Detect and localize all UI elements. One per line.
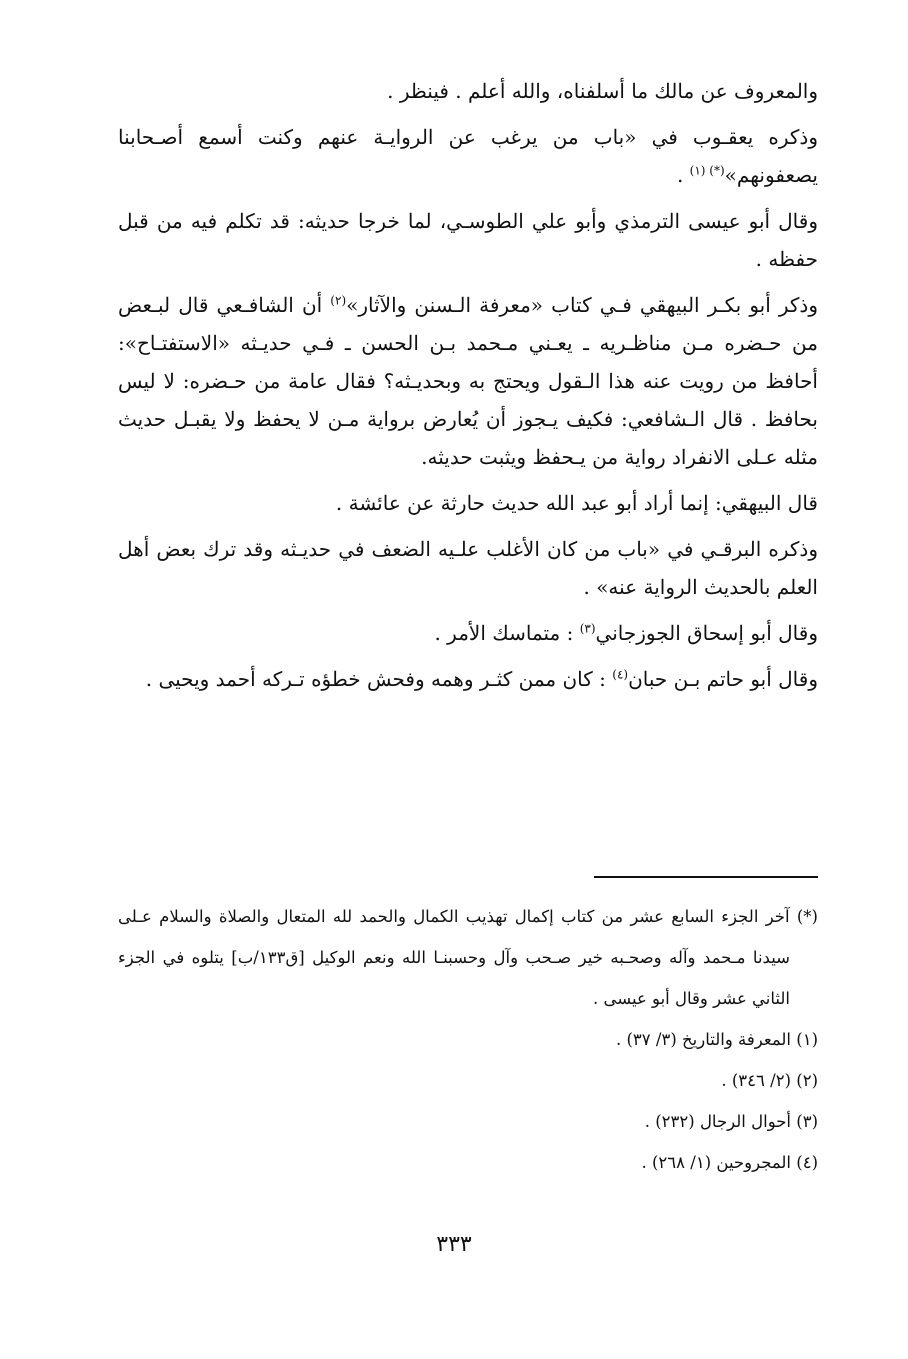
paragraph-text: وقال أبو عيسى الترمذي وأبو علي الطوسـي، لما خرجا حديثه: قد تكلم فيه من قبل حفظه . [118, 209, 818, 271]
paragraph-8 [118, 660, 818, 698]
paragraph-text: وذكره يعقـوب في «باب من يرغب عن الروايـة عنهم وكنت أسمع أصـحابنا يصعفونهم» [118, 125, 818, 187]
footnotes [118, 896, 818, 1183]
paragraph-text: قال البيهقي: إنما أراد أبو عبد الله حديث حارثة عن عائشة . [335, 491, 818, 515]
page-number: ٣٣٣ [436, 1232, 472, 1257]
paragraph-4 [118, 286, 818, 476]
paragraph-1 [118, 72, 818, 110]
footnote-1: (١) المعرفة والتاريخ (٣/ ٣٧) . [615, 1030, 818, 1049]
paragraph-7 [118, 614, 818, 652]
paragraph-5 [118, 484, 818, 522]
paragraph-text: والمعروف عن مالك ما أسلفناه، والله أعلم . فينظر . [387, 79, 818, 103]
footnote-ref: (*) (١) [689, 163, 725, 178]
paragraph-text: وقال أبو إسحاق الجوزجاني [595, 621, 818, 645]
main-text [118, 72, 818, 706]
paragraph-text: وذكره البرقـي في «باب من كان الأغلب علـيه الضعف في حديـثه وقد ترك بعض أهل العلم بالحديث الرواية عنه» . [118, 537, 818, 599]
paragraph-tail: : كان ممن كثـر وهمه وفحش خطؤه تـركه أحمد ويحيى . [145, 667, 613, 691]
paragraph-tail: . [676, 163, 690, 187]
paragraph-text: وذكر أبو بكـر البيهقي فـي كتاب «معرفة الـسنن والآثار» [346, 293, 818, 317]
footnote-4: (٤) المجروحين (١/ ٢٦٨) . [641, 1153, 818, 1172]
paragraph-tail: : متماسك الأمر . [434, 621, 580, 645]
footnote-star: (*) آخر الجزء السابع عشر من كتاب إكمال تهذيب الكمال والحمد لله المتعال والصلاة والسلام عـلى سيدنا مـحمد وآله وصحـبه خير صـحب وآل وحسبنـا الله ونعم الوكيل [ق١٣٣/ب] يتلوه في الجزء الثاني عشر وقال أبو عيسى . [118, 907, 818, 1008]
footnote-3: (٣) أحوال الرجال (٢٣٢) . [644, 1112, 818, 1131]
footnote-ref: (٣) [579, 621, 596, 636]
paragraph-6 [118, 530, 818, 606]
paragraph-text: وقال أبو حاتم بـن حبان [628, 667, 818, 691]
footnote-ref: (٤) [612, 667, 629, 682]
footnote-ref: (٢) [330, 293, 347, 308]
paragraph-2 [118, 118, 818, 194]
paragraph-3 [118, 202, 818, 278]
paragraph-tail: أن الشافـعي قال لبـعض من حـضره مـن مناظـريه ـ يعـني مـحمد بـن الحسن ـ فـي حديـثه «الاستفتـاح»: أحافظ من رويت عنه هذا الـقول ويحتج به وبحديـثه؟ فقال عامة من حـضره: لا ليس بحافظ . قال الـشافعي: فكيف يـجوز أن يُعارض برواية مـن لا يحفظ ولا يقبـل حديث مثله عـلى الانفراد رواية من يـحفظ ويثبت حديثه. [118, 293, 818, 469]
footnote-2: (٢) (٢/ ٣٤٦) . [721, 1071, 818, 1090]
footnote-divider [594, 876, 818, 878]
